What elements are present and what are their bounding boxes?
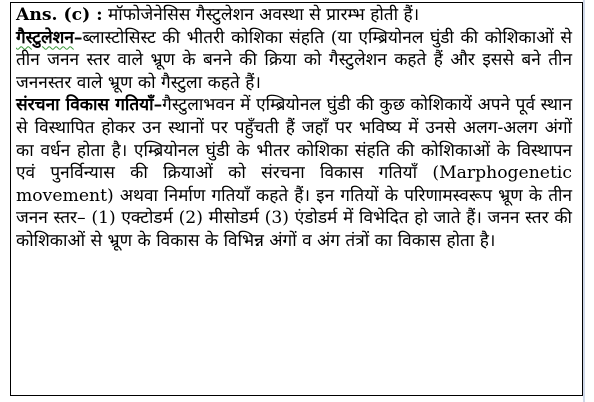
morphogenetic-dash: – xyxy=(153,95,163,116)
gastrulation-term: गैस्टुलेशन xyxy=(16,27,74,48)
morphogenetic-paragraph xyxy=(16,94,572,252)
morphogenetic-term: संरचना विकास गतियाँ xyxy=(16,95,154,116)
answer-intro-text: मॉफोजेनेसिस गैस्टुलेशन अवस्था से प्रारम्भ होती हैं। xyxy=(102,5,420,25)
gastrulation-body: ब्लास्टोसिस्ट की भीतरी कोशिका संहति (या एम्ब्रियोनल घुंडी की कोशिकाओं से तीन जनन स्तर वाले भ्रूण के बनने की क्रिया को गैस्टुलेशन कहते हैं और इससे बने तीन जननस्तर वाले भ्रूण को गैस्टुला कहते हैं। xyxy=(16,27,572,93)
morphogenetic-body: गैस्टुलाभवन में एम्ब्रियोनल घुंडी की कुछ कोशिकायें अपने पूर्व स्थान से विस्थापित होकर उन स्थानों पर पहुँचती हैं जहाँ पर भविष्य में उनसे अलग-अलग अंगों का वर्धन होता है। एम्ब्रियोनल घुंडी के भीतर कोशिका संहति की कोशिकाओं के विस्थापन एवं पुनर्विन्यास की क्रियाओं को संरचना विकास गतियाँ (Marphogenetic movement) अथवा निर्माण गतियाँ कहते हैं। इन गतियों के परिणामस्वरूप भ्रूण के तीन जनन स्तर– (1) एक्टोडर्म (2) मीसोडर्म (3) एंडोडर्म में विभेदित हो जाते हैं। जनन स्तर की कोशिकाओं से भ्रूण के विकास के विभिन्न अंगों व अंग तंत्रों का विकास होता है। xyxy=(16,95,572,251)
answer-text xyxy=(16,4,572,253)
answer-label: Ans. (c) : xyxy=(16,5,103,25)
page-edge-line xyxy=(583,0,585,402)
gastrulation-paragraph xyxy=(16,27,572,95)
gastrulation-dash: – xyxy=(73,27,83,48)
answer-intro-paragraph xyxy=(16,4,572,27)
